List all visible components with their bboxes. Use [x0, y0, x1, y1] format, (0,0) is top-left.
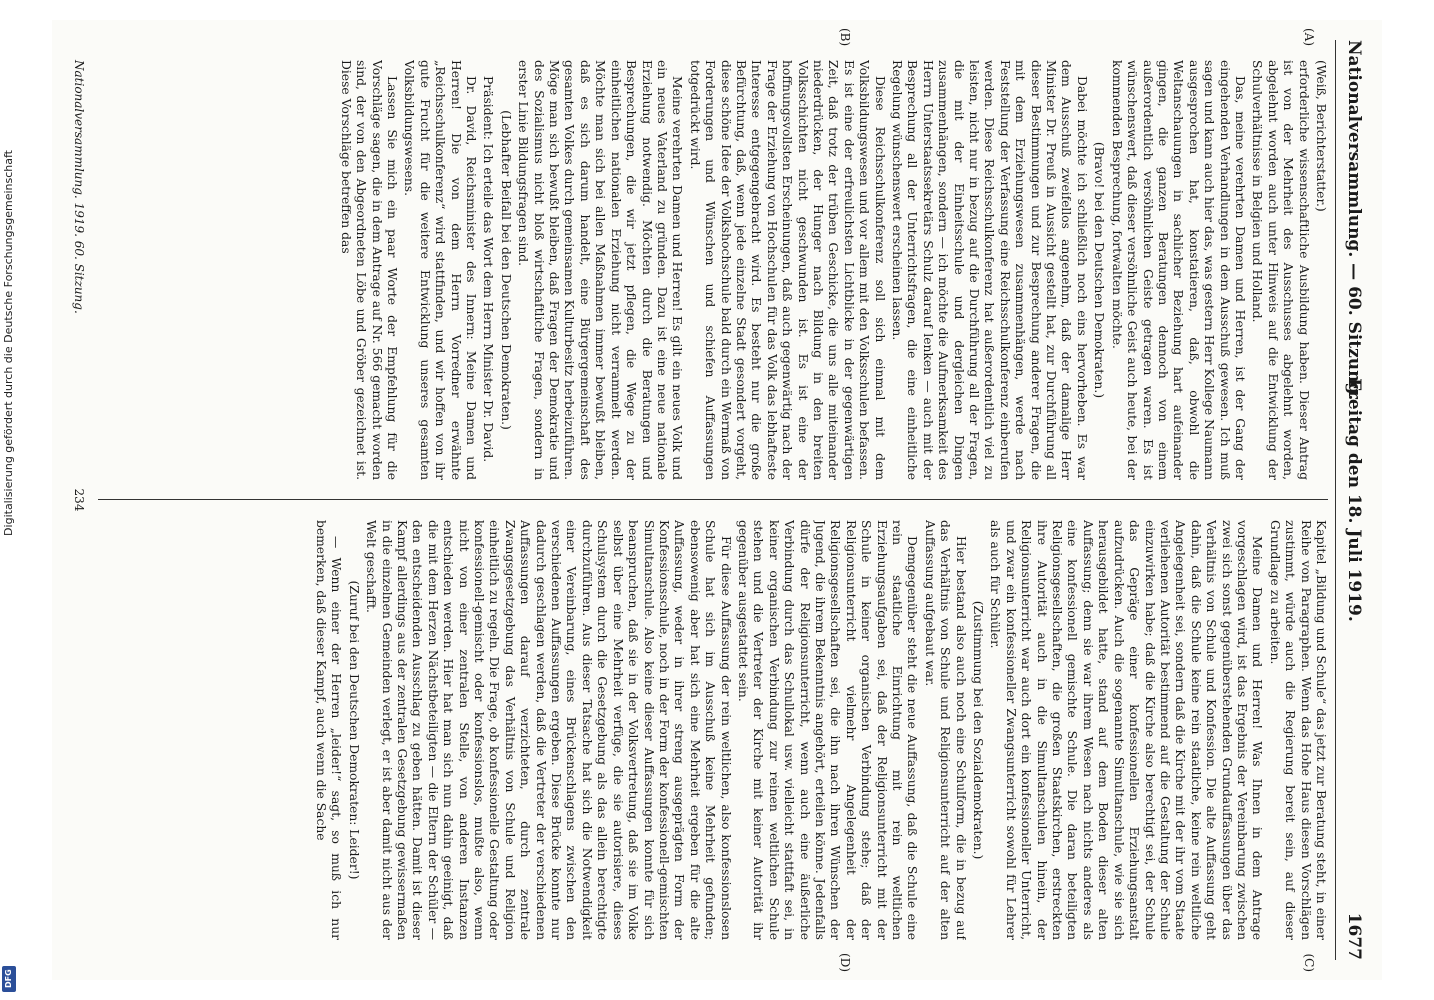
header-session: Nationalversammlung. — 60. Sitzung.	[1344, 40, 1364, 401]
page-header	[1336, 40, 1370, 960]
left-column-paragraph: (Weiß, Berichterstatter.)	[1314, 60, 1328, 212]
right-column-paragraph: Kapitel „Bildung und Schule“ das jetzt zur Beratung steht, in einer Reihe von Paragraphen. Wenn das Hohe Haus diesen Vorschlägen zustimmt, würde auch die Regierung bereit sein, auf dieser Grundlage zu arbeiten.	[1267, 520, 1328, 940]
left-column-paragraph: Lassen Sie mich ein paar Worte der Empfehlung für die Vorschläge sagen, die in dem Antrage auf Nr. 566 gemacht worden sind, der von den Abgeordneten Löbe und Gröber gezeichnet ist. Diese Vorschläge betreffen das	[338, 60, 400, 480]
right-column-paragraph: Hier bestand also auch noch eine Schulform, die in bezug auf das Verhältnis von Schule und Religionsunterricht auf der alten Auffassung aufgebaut war.	[922, 520, 968, 940]
document-page	[52, 20, 1382, 980]
left-column-paragraph: (Lebhafter Beifall bei den Deutschen Demokraten.)	[498, 110, 513, 430]
margin-mark-c: (C)	[1302, 953, 1316, 972]
right-column-paragraph: (Zustimmung bei den Sozialdemokraten.)	[971, 600, 986, 860]
margin-mark-b: (B)	[838, 28, 852, 47]
footer-session-note: Nationalversammlung. 1919. 60. Sitzung.	[72, 60, 86, 314]
left-column-paragraph: Präsident: Ich erteile das Wort dem Herrn Minister Dr. David.	[481, 76, 496, 463]
header-rule	[1335, 40, 1336, 960]
footer-page-number: 234	[72, 488, 86, 512]
left-column	[98, 60, 1328, 480]
dfg-logo-icon: DFG	[2, 966, 16, 992]
page-footer	[66, 40, 86, 960]
right-column-paragraph: Für diese Auffassung der rein weltlichen, also konfessionslosen Schule hat sich im Ausschuß keine Mehrheit gefunden; ebensowenig aber hat sich eine Mehrheit ergeben für die alte Auffassung, weder in ihrer streng ausgeprägten Form der Konfessionsschule, noch in der Form der konfessionell-gemischten Simultanschule. Also keine dieser Auffassungen konnte für sich beanspruchen, daß sie in der Volksvertretung, daß sie im Volke selbst über eine Mehrheit verfüge, die sie autorisiere, dieses Schulsystem durch die Gesetzgebung als das allein berechtigte durchzuführen. Aus dieser Tatsache hat sich die Notwendigkeit einer Vereinbarung, eines Brückenschlagens zwischen den verschiedenen Auffassungen ergeben. Diese Brücke konnte nur dadurch geschlagen werden, daß die Vertreter der verschiedenen Auffassungen darauf verzichteten, durch zentrale Zwangsgesetzgebung das Verhältnis von Schule und Religion einheitlich zu regeln. Die Frage, ob konfessionelle Gestaltung oder konfessionell-gemischt oder konfessionslos, mußte also, wenn nicht von einer zentralen Stelle, von anderen Instanzen entschieden werden. Hier hat man sich nun dahin geeinigt, daß die mit dem Herzen Nächstbeteiligten — die Eltern der Schüler — den entscheidenden Ausschlag zu geben hätten. Damit ist dieser Kampf allerdings aus der zentralen Gesetzgebung gewissermaßen in die einzelnen Gemeinden verlegt, er ist aber damit nicht aus der Welt geschafft.	[364, 520, 733, 940]
right-column-paragraph: Meine Damen und Herren! Was Ihnen in dem Antrage vorgeschlagen wird, ist das Ergebnis der Vereinbarung zwischen zwei sich sonst gegenüberstehenden Grundauffassungen über das Verhältnis von Schule und Konfession. Die alte Auffassung geht dahin, daß die Schule keine rein staatliche, keine rein weltliche Angelegenheit sei, sondern daß die Kirche mit der ihr vom Staate verliehenen Autorität bestimmend auf die Gestaltung der Schule einzuwirken habe; daß die Kirche also berechtigt sei, der Schule das Gepräge einer konfessionellen Erziehungsanstalt aufzudrücken. Auch die sogenannte Simultanschule, wie sie sich herausgebildet hatte, stand auf dem Boden dieser alten Auffassung; denn sie war ihrem Wesen nach nichts anderes als eine konfessionell gemischte Schule. Die daran beteiligten Religionsgesellschaften, die großen Staatskirchen, erstreckten ihre Autorität auch in die Simultanschulen hinein, der Religionsunterricht war auch dort ein konfessioneller Unterricht, und zwar ein konfessioneller Zwangsunterricht sowohl für Lehrer als auch für Schüler.	[988, 520, 1265, 940]
header-page-number: 1677	[1344, 912, 1364, 960]
margin-mark-a: (A)	[1302, 28, 1316, 47]
digitization-credit: Digitalisierung gefördert durch die Deutsche Forschungsgemeinschaft	[2, 150, 15, 536]
right-column-paragraph: (Zuruf bei den Deutschen Demokraten: Leider!)	[346, 580, 361, 880]
left-column-paragraph: Meine verehrten Damen und Herren! Es gilt ein neues Volk und ein neues Vaterland zu gründen. Dazu ist eine neue nationale Erziehung notwendig. Möchten durch die Beratungen und Besprechungen, die wir jetzt pflegen, die Wege zu der einheitlichen nationalen Erziehung nicht verrammelt werden. Möchte man sich bei allen Maßnahmen immer bewußt bleiben, daß es sich darum handelt, eine Bürgergemeinschaft des gesamten Volkes durch gemeinsamen Kulturbesitz herbeizuführen. Möge man sich bewußt bleiben, daß Fragen der Demokratie und des Sozialismus nicht bloß wirtschaftliche Fragen, sondern in erster Linie Bildungsfragen sind.	[516, 60, 685, 480]
column-divider	[98, 499, 1328, 500]
left-column-paragraph: erforderliche wissenschaftliche Ausbildung haben. Dieser Antrag ist von der Mehrheit des Ausschusses abgelehnt worden, abgelehnt worden auch unter Hinweis auf die Entwicklung der Schulverhältnisse in Belgien und Holland.	[1250, 60, 1311, 480]
margin-mark-d: (D)	[838, 953, 852, 972]
right-column	[98, 520, 1328, 940]
right-column-paragraph: — Wenn einer der Herren „leider!“ sagt, so muß ich nur bemerken, daß dieser Kampf, auch wenn die Sache	[314, 520, 344, 940]
left-column-paragraph: Dr. David, Reichsminister des Innern: Meine Damen und Herren! Die von dem Herrn Vorredner erwähnte „Reichsschulkonferenz“ wird stattfinden, und wir hoffen von ihr gute Frucht für die weitere Entwicklung unseres gesamten Volksbildungswesens.	[402, 60, 479, 480]
left-column-paragraph: (Bravo! bei den Deutschen Demokraten.)	[1092, 141, 1107, 399]
left-column-paragraph: Diese Reichsschulkonferenz soll sich einmal mit dem Volksbildungswesen und vor allem mit den Volksschulen befassen. Es ist eine der erfreulichsten Lichtblicke in der gegenwärtigen Zeit, daß trotz der trüben Geschicke, die uns alle miteinander niederdrücken, der Hunger nach Bildung in den breiten Volksschichten nicht geschwunden ist. Es ist eine der hoffnungsvollsten Erscheinungen, daß auch gegenwärtig nach der Frage der Erziehung von Hochschulen für das Volk das lebhafteste Interesse entgegengebracht wird. Es besteht nur die große Befürchtung, daß, wenn jede einzelne Stadt gesondert vorgeht, diese schöne Idee der Volkshochschule bald durch ein Wermaß von Forderungen und Wünschen und schiefen Auffassungen totgedrückt wird.	[687, 60, 887, 480]
header-date: Freitag den 18. Juli 1919.	[1344, 378, 1364, 622]
left-column-paragraph: Das, meine verehrten Damen und Herren, ist der Gang der eingehenden Verhandlungen in dem Ausschuß gewesen. Ich muß sagen und kann auch hier das, was gestern Herr Kollege Naumann ausgesprochen hat, konstatieren, daß, obwohl die Weltanschauungen in sachlicher Beziehung hart aufeinander gingen, die ganzen Beratungen dennoch von einem außerordentlich versöhnlichen Geiste getragen waren. Es ist wünschenswert, daß dieser versöhnliche Geist auch heute, bei der kommenden Besprechung, fortwalten möchte.	[1109, 60, 1247, 480]
right-column-paragraph: Demgegenüber steht die neue Auffassung, daß die Schule eine rein staatliche Einrichtung mit rein weltlichen Erziehungsaufgaben sei, daß der Religionsunterricht mit der Schule in keiner organischen Verbindung stehe; daß der Religionsunterricht vielmehr Angelegenheit der Religionsgesellschaften sei, die ihn nach ihren Wünschen der Jugend, die ihrem Bekenntnis angehört, erteilen könne. Jedenfalls dürfe der Religionsunterricht, wenn auch eine äußerliche Verbindung durch das Schullokal usw. vielleicht stattfaft sei, in keiner organischen Verbindung zur reinen weltlichen Schule stehen und die Vertreter der Kirche mit keiner Autorität ihr gegenüber ausgestattet sein.	[735, 520, 920, 940]
left-column-paragraph: Dabei möchte ich schließlich noch eins hervorheben. Es war dem Ausschuß zweifellos angenehm, daß der damalige Herr Minister Dr. Preuß in Aussicht gestellt hat, zur Durchführung all dieser Bestimmungen und zur Besprechung anderer Fragen, die mit dem Erziehungswesen zusammenhängen, werde nach Feststellung der Verfassung eine Reichsschulkonferenz einberufen werden. Diese Reichsschulkonferenz hat außerordentlich viel zu leisten, nicht nur in bezug auf die Durchführung all der Fragen, die mit der Einheitsschule und dergleichen Dingen zusammenhängen, sondern — ich möchte die Aufmerksamkeit des Herrn Unterstaatssekretärs Schulz darauf lenken — auch mit der Besprechung all der Unterrichtsfragen, die eine einheitliche Regelung wünschenswert erscheinen lassen.	[890, 60, 1089, 480]
